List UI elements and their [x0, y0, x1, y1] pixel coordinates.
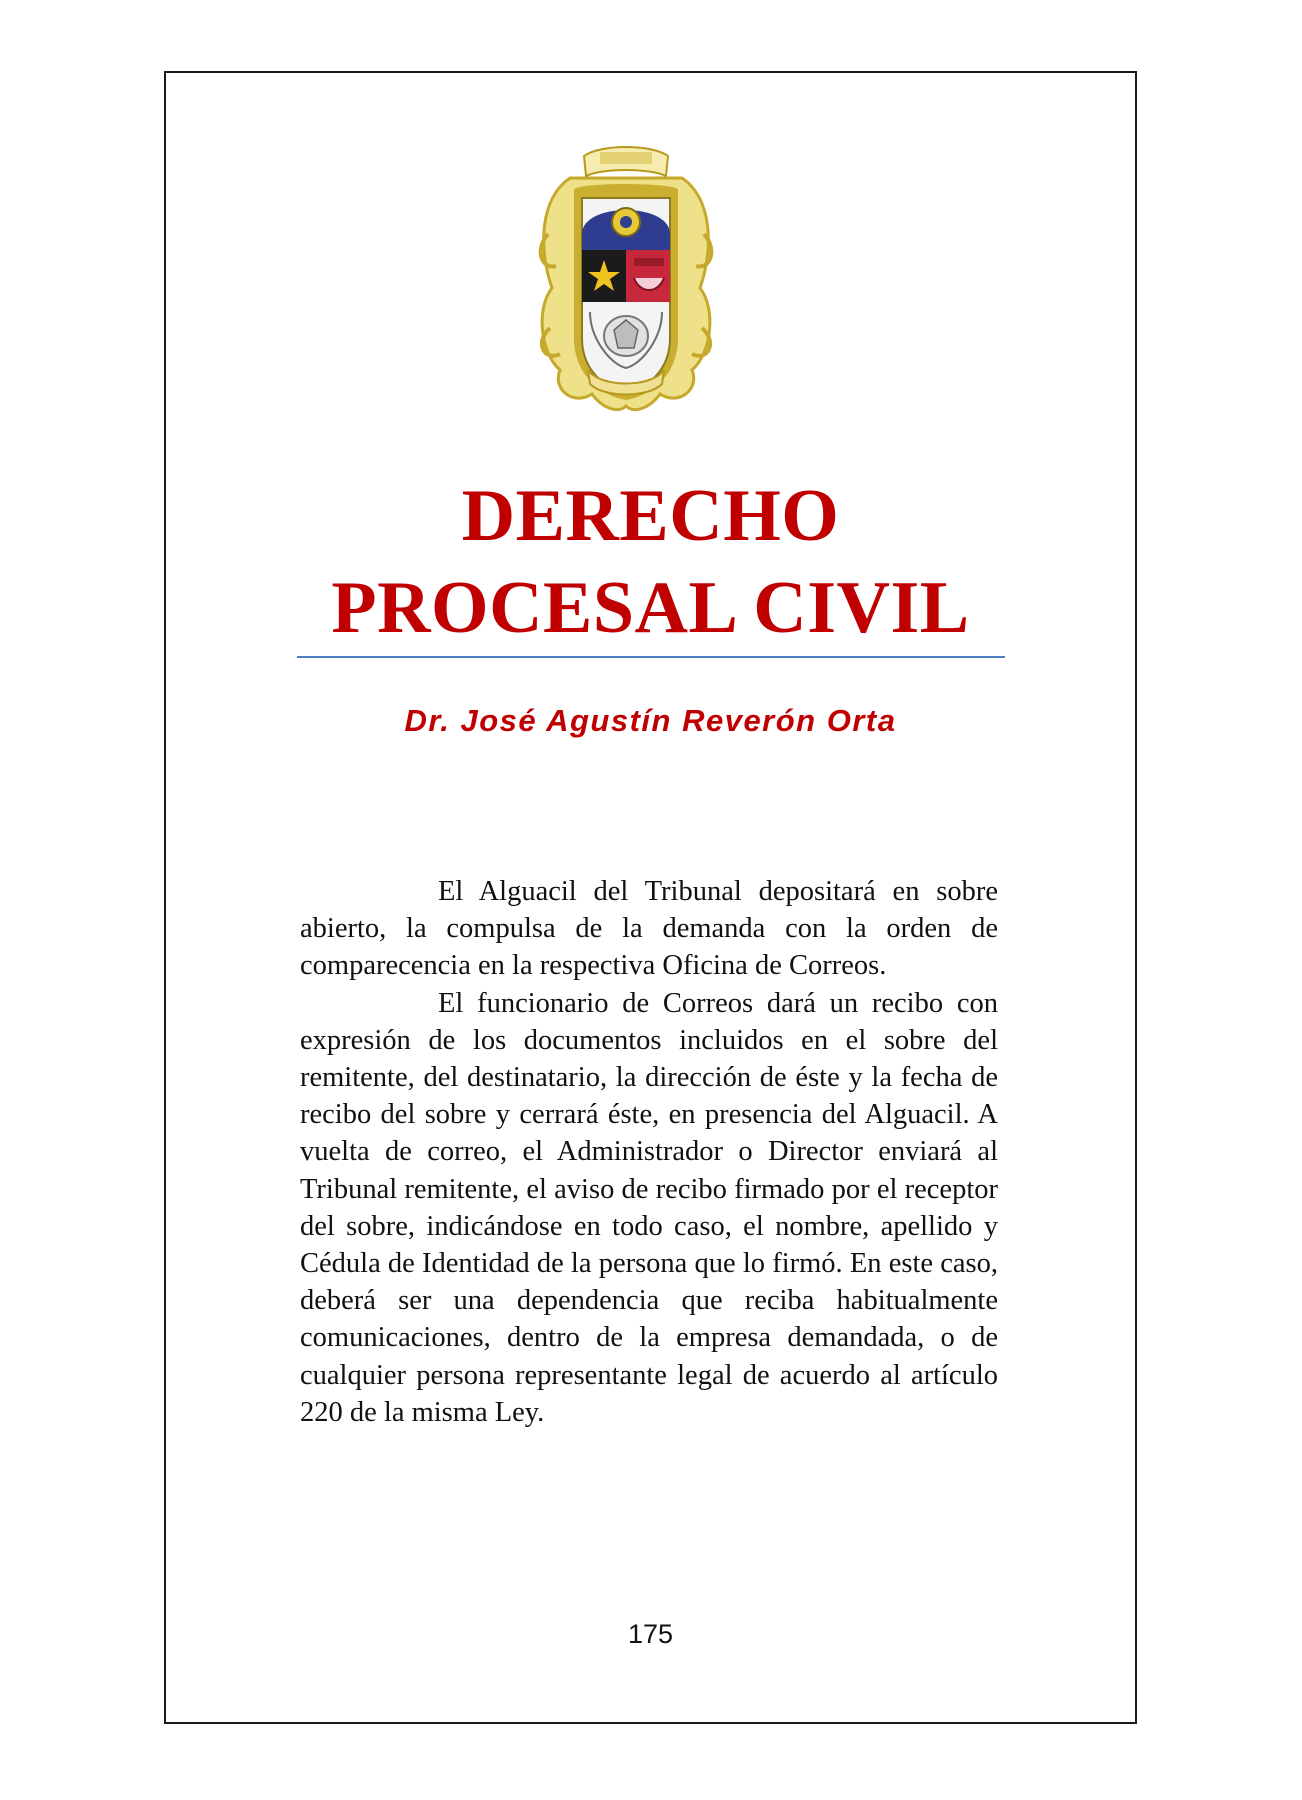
document-title — [164, 470, 1137, 654]
page-number: 175 — [627, 1619, 674, 1649]
coat-of-arms-icon — [530, 138, 722, 420]
author-name: Dr. José Agustín Reverón Orta — [404, 703, 897, 738]
paragraph: El Alguacil del Tribunal depositará en sobre abierto, la compulsa de la demanda con la orden de comparecencia en la respectiva Oficina de Correos. — [300, 876, 998, 982]
title-line-1: DERECHO — [461, 475, 840, 557]
title-line-2: PROCESAL CIVIL — [331, 567, 970, 649]
body-text — [300, 873, 998, 1431]
title-divider — [297, 656, 1005, 658]
paragraph: El funcionario de Correos dará un recibo con expresión de los documentos incluidos en el sobre del remitente, del destinatario, la dirección de éste y la fecha de recibo del sobre y cerrará éste, en presencia del Alguacil. A vuelta de correo, el Administrador o Director enviará al Tribunal remitente, el aviso de recibo firmado por el receptor del sobre, indicándose en todo caso, el nombre, apellido y Cédula de Identidad de la persona que lo firmó. En este caso, deberá ser una dependencia que reciba habitualmente comunicaciones, dentro de la empresa demandada, o de cualquier persona representante legal de acuerdo al artículo 220 de la misma Ley. — [300, 987, 998, 1428]
